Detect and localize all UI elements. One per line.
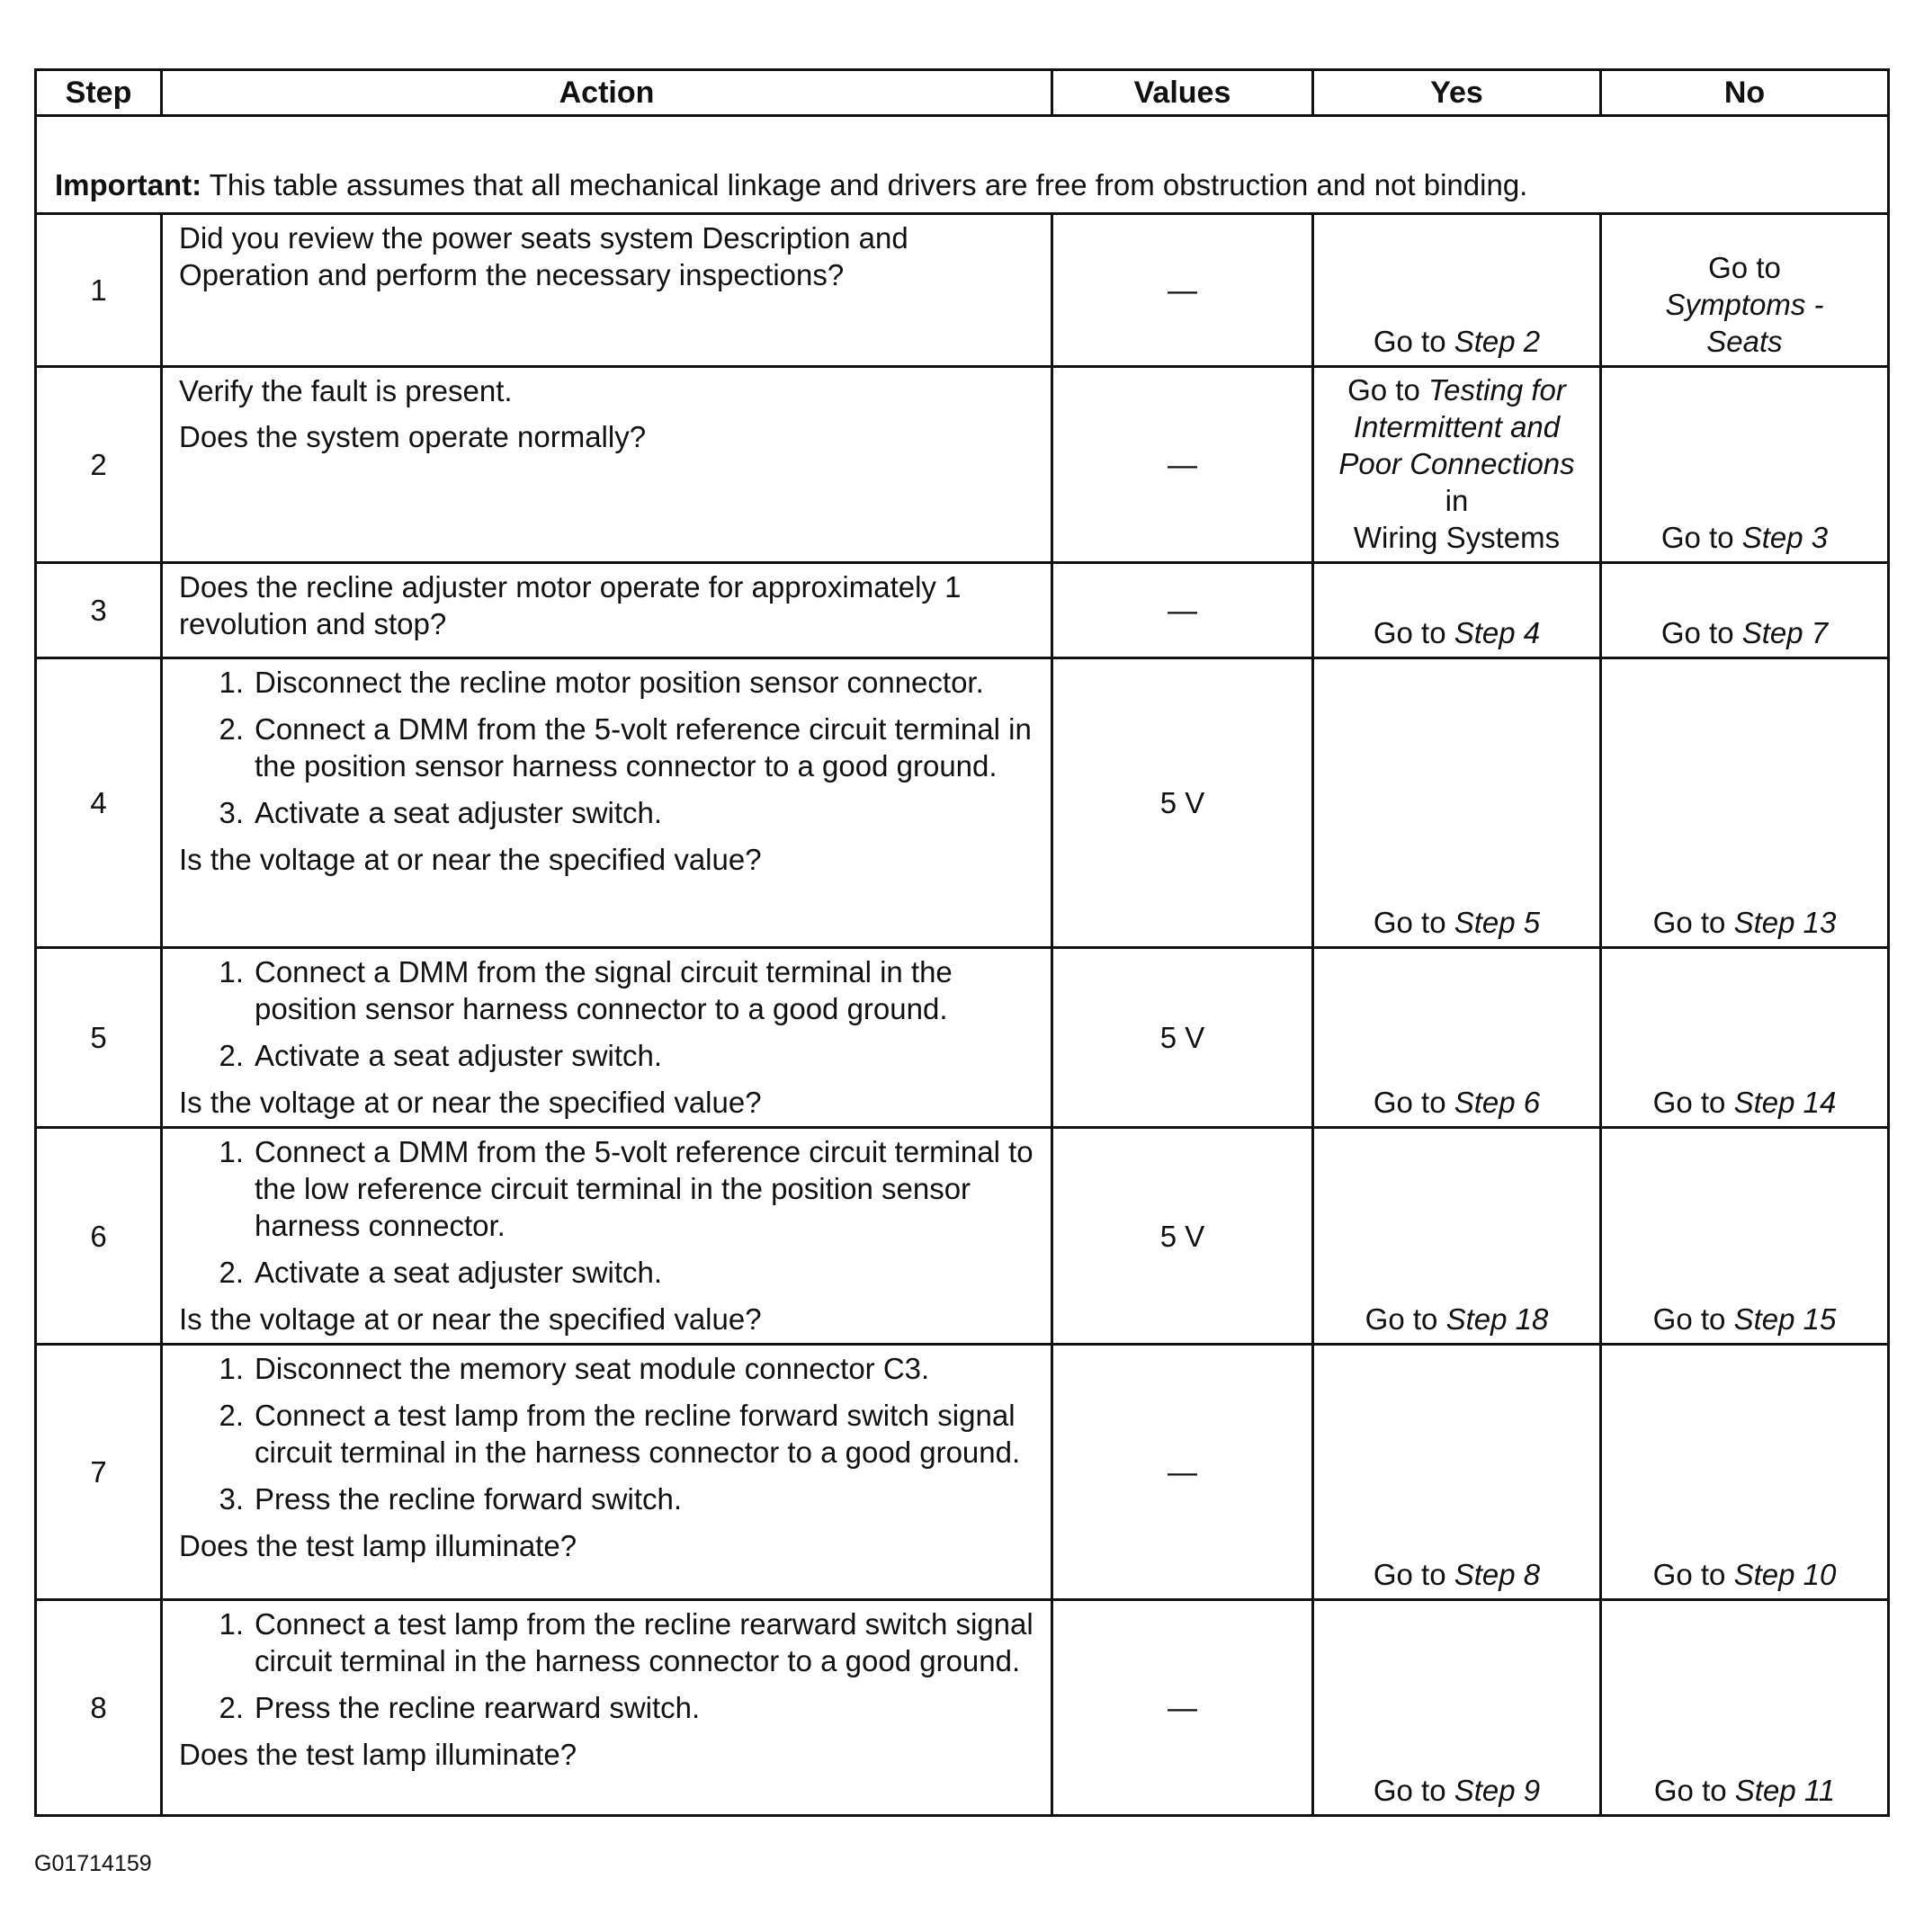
step-number: 1 [36,214,162,367]
outcome-link: Step 15 [1733,1302,1837,1336]
yes-outcome [1313,214,1601,367]
outcome-link: Step 13 [1733,906,1837,939]
action-steps [179,1350,1040,1517]
step-number: 5 [36,948,162,1128]
outcome-text: Go to [1373,1086,1454,1119]
table-row [36,658,1889,948]
action-step [179,1254,1040,1291]
no-outcome [1601,367,1889,563]
action-steps [179,1133,1040,1291]
outcome-link: Step 10 [1733,1558,1837,1591]
action-step [179,1480,1040,1517]
action-step-number: 3. [219,1482,244,1516]
outcome-link: Step 9 [1454,1774,1541,1807]
action-step-number: 2. [219,712,244,746]
action-step [179,1606,1040,1679]
yes-outcome [1313,563,1601,658]
action-step-number: 2. [219,1691,244,1724]
no-outcome [1601,658,1889,948]
table-row [36,563,1889,658]
header-row [36,70,1889,116]
outcome-text: Go to [1373,1774,1454,1807]
action-text: Does the system operate normally? [179,420,647,453]
action-cell [162,214,1052,367]
action-step [179,1133,1040,1244]
action-step-text: Connect a DMM from the signal circuit terminal in the position sensor harness connector to a good ground. [255,955,953,1025]
outcome-text: Go to [1373,325,1454,358]
yes-outcome [1313,367,1601,563]
no-outcome [1601,1345,1889,1600]
yes-outcome [1313,658,1601,948]
action-cell [162,1345,1052,1600]
table-row [36,1600,1889,1816]
value-cell: 5 V [1052,1128,1313,1345]
value-cell: — [1052,367,1313,563]
step-number: 8 [36,1600,162,1816]
action-step-number: 1. [219,1135,244,1168]
action-step-number: 2. [219,1399,244,1432]
action-text: Does the recline adjuster motor operate for approximately 1 revolution and stop? [179,570,962,640]
action-step-text: Connect a DMM from the 5-volt reference circuit terminal to the low reference circuit terminal in the position sensor harness connector. [255,1135,1034,1242]
action-question: Is the voltage at or near the specified value? [179,1302,762,1336]
value-cell: 5 V [1052,658,1313,948]
action-step [179,953,1040,1027]
no-outcome [1601,1600,1889,1816]
outcome-link: Poor Connections [1338,447,1575,480]
outcome-text: Go to [1652,906,1734,939]
table-row [36,948,1889,1128]
action-steps [179,953,1040,1074]
action-step [179,1350,1040,1387]
outcome-text: Go to [1373,906,1454,939]
action-step [179,664,1040,701]
outcome-text: Go to [1347,373,1428,407]
header-no: No [1601,70,1889,116]
diagnostic-table [34,68,1890,1817]
step-number: 3 [36,563,162,658]
action-cell [162,658,1052,948]
important-row [36,116,1889,214]
outcome-link: Step 7 [1741,616,1829,649]
outcome-text: Go to [1660,616,1742,649]
table-row [36,214,1889,367]
step-number: 4 [36,658,162,948]
header-values: Values [1052,70,1313,116]
outcome-text: Go to [1708,251,1781,284]
important-label: Important: [55,168,202,201]
value-cell: — [1052,214,1313,367]
yes-outcome [1313,1600,1601,1816]
step-number: 6 [36,1128,162,1345]
outcome-link: Step 5 [1454,906,1541,939]
header-step: Step [36,70,162,116]
action-step-text: Activate a seat adjuster switch. [255,1256,663,1289]
step-number: 7 [36,1345,162,1600]
action-step [179,1689,1040,1726]
outcome-link: Symptoms - [1665,288,1824,321]
no-outcome [1601,1128,1889,1345]
action-step-number: 2. [219,1039,244,1072]
action-step-text: Connect a test lamp from the recline rearward switch signal circuit terminal in the harness connector to a good ground. [255,1607,1034,1677]
table-row [36,1128,1889,1345]
action-cell [162,367,1052,563]
important-text: This table assumes that all mechanical linkage and drivers are free from obstruction and not binding. [201,168,1528,201]
action-step-number: 1. [219,955,244,988]
action-question: Does the test lamp illuminate? [179,1738,577,1771]
action-step-text: Connect a DMM from the 5-volt reference circuit terminal in the position sensor harness connector to a good ground. [255,712,1032,783]
outcome-link: Step 8 [1454,1558,1541,1591]
outcome-text: Wiring Systems [1353,521,1561,554]
action-cell [162,1128,1052,1345]
outcome-link: Step 18 [1445,1302,1549,1336]
no-outcome [1601,563,1889,658]
outcome-link: Seats [1706,325,1783,358]
action-text: Did you review the power seats system Description and Operation and perform the necessary inspections? [179,221,908,291]
outcome-text: Go to [1652,1086,1734,1119]
action-step-number: 1. [219,1607,244,1641]
outcome-link: Step 2 [1454,325,1541,358]
action-step [179,1037,1040,1074]
table-row [36,367,1889,563]
action-step-number: 1. [219,666,244,699]
outcome-link: Step 11 [1734,1774,1836,1807]
table-row [36,1345,1889,1600]
outcome-text: Go to [1660,521,1742,554]
action-step-text: Disconnect the memory seat module connector C3. [255,1352,930,1385]
outcome-text: in [1445,484,1469,517]
action-step-text: Disconnect the recline motor position sensor connector. [255,666,984,699]
action-question: Is the voltage at or near the specified value? [179,1086,762,1119]
header-yes: Yes [1313,70,1601,116]
outcome-text: Go to [1652,1302,1734,1336]
action-step [179,1397,1040,1471]
action-step-text: Press the recline rearward switch. [255,1691,701,1724]
action-steps [179,1606,1040,1726]
action-question: Is the voltage at or near the specified value? [179,843,762,876]
action-step-number: 1. [219,1352,244,1385]
value-cell: — [1052,563,1313,658]
outcome-text: Go to [1373,616,1454,649]
action-step-text: Connect a test lamp from the recline forward switch signal circuit terminal in the harness connector to a good ground. [255,1399,1021,1469]
action-step-text: Activate a seat adjuster switch. [255,796,663,829]
yes-outcome [1313,948,1601,1128]
no-outcome [1601,214,1889,367]
value-cell: 5 V [1052,948,1313,1128]
outcome-text: Go to [1652,1558,1734,1591]
action-cell [162,563,1052,658]
action-step-text: Activate a seat adjuster switch. [255,1039,663,1072]
action-text: Verify the fault is present. [179,374,513,407]
value-cell: — [1052,1345,1313,1600]
no-outcome [1601,948,1889,1128]
action-step [179,794,1040,831]
action-step-number: 3. [219,796,244,829]
yes-outcome [1313,1128,1601,1345]
outcome-link: Step 4 [1454,616,1541,649]
action-cell [162,948,1052,1128]
outcome-link: Step 14 [1733,1086,1837,1119]
outcome-link: Intermittent and [1353,410,1561,443]
header-action: Action [162,70,1052,116]
important-note [36,116,1889,214]
outcome-link: Step 6 [1454,1086,1541,1119]
outcome-link: Testing for [1428,373,1566,407]
figure-id: G01714159 [34,1851,152,1876]
action-step [179,711,1040,784]
outcome-text: Go to [1653,1774,1735,1807]
outcome-link: Step 3 [1741,521,1829,554]
yes-outcome [1313,1345,1601,1600]
action-step-number: 2. [219,1256,244,1289]
action-question: Does the test lamp illuminate? [179,1529,577,1562]
value-cell: — [1052,1600,1313,1816]
outcome-text: Go to [1365,1302,1446,1336]
action-cell [162,1600,1052,1816]
step-number: 2 [36,367,162,563]
outcome-text: Go to [1373,1558,1454,1591]
action-step-text: Press the recline forward switch. [255,1482,683,1516]
action-steps [179,664,1040,831]
